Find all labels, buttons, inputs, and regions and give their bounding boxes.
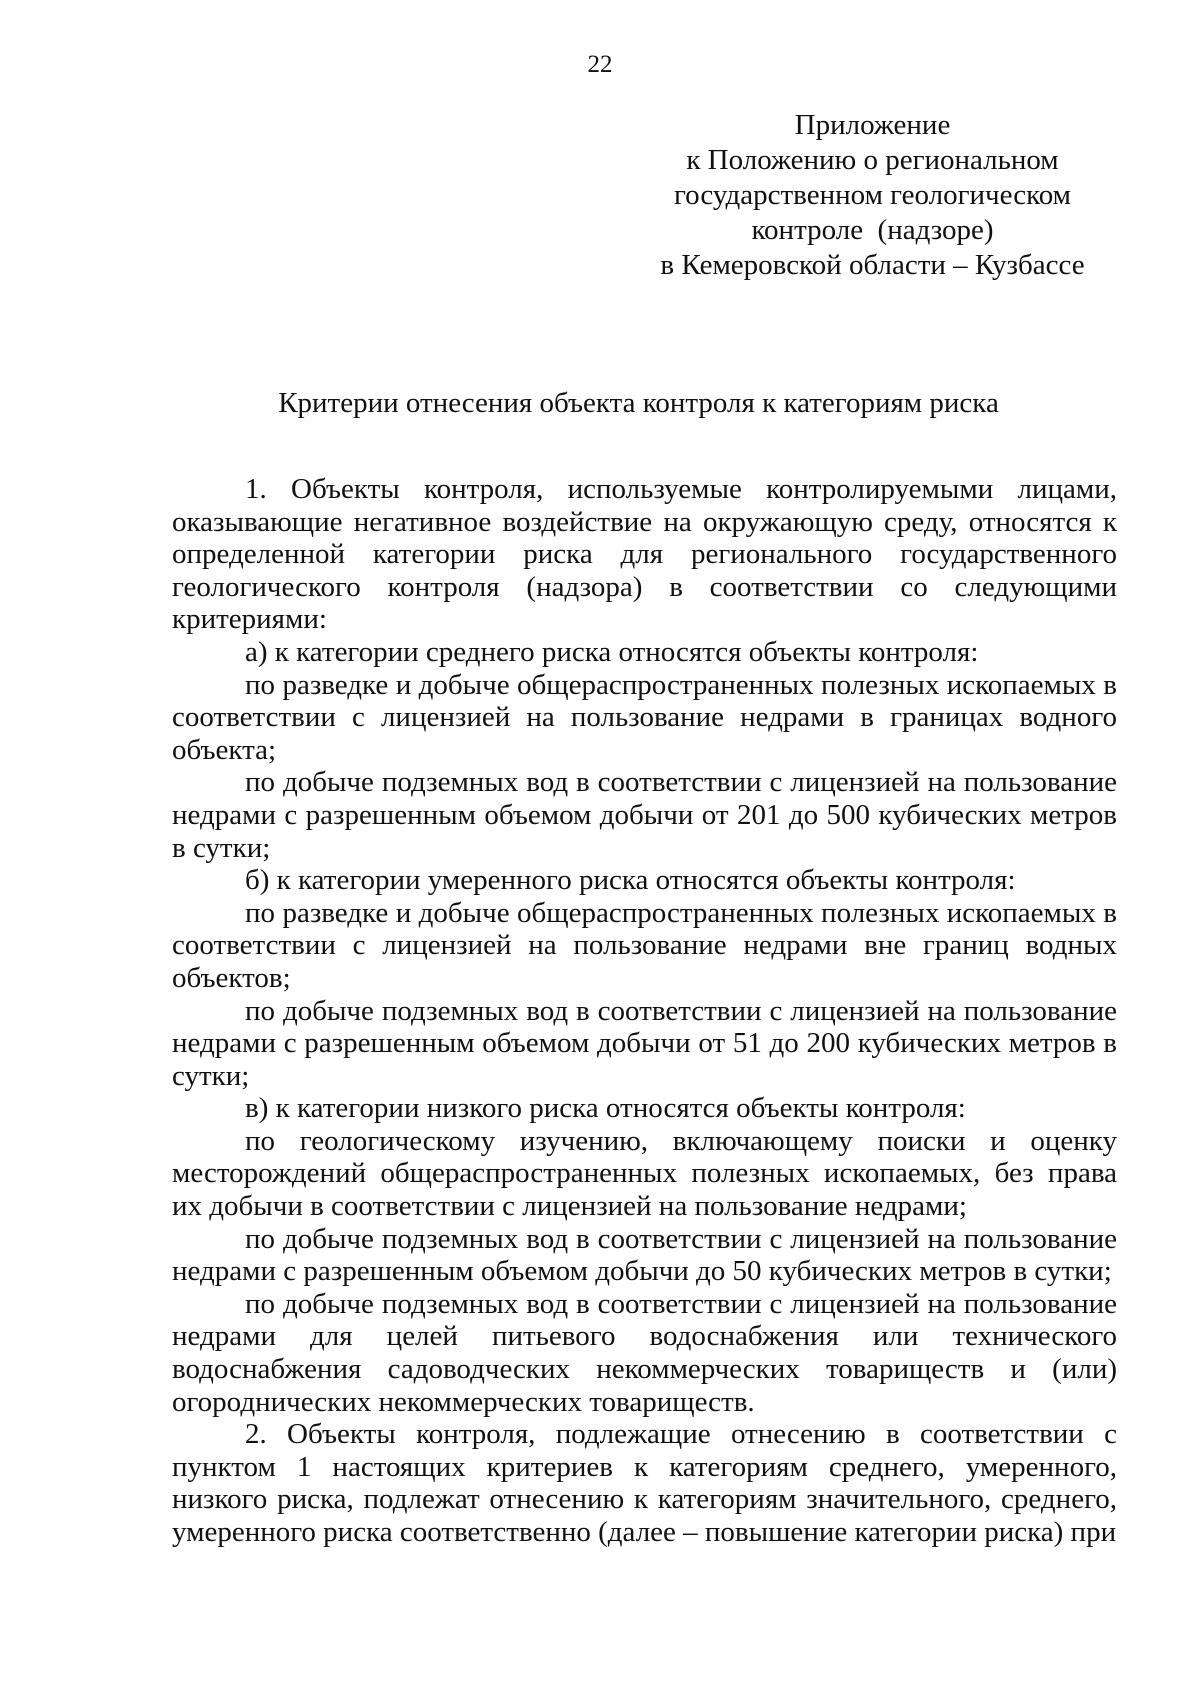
page-number: 22	[587, 51, 613, 78]
paragraph: 1. Объекты контроля, используемые контролируемыми лицами, оказывающие негативное воздействие на окружающую среду, относятся к определенной категории риска для регионального государственного геологического контроля (надзора) в соответствии со следующими критериями:	[172, 473, 1117, 636]
paragraph: по разведке и добыче общераспространенных полезных ископаемых в соответствии с лицензией на пользование недрами в границах водного объекта;	[172, 668, 1117, 766]
appendix-line: государственном геологическом	[673, 179, 1072, 211]
paragraph: по геологическому изучению, включающему поиски и оценку месторождений общераспространенных полезных ископаемых, без права их добычи в соответствии с лицензией на пользование недрами;	[172, 1124, 1117, 1223]
appendix-line: в Кемеровской области – Кузбассе	[660, 249, 1085, 281]
paragraph: по добыче подземных вод в соответствии с лицензией на пользование недрами с разрешенным объемом добычи до 50 кубических метров в сутки;	[172, 1222, 1117, 1288]
appendix-header	[640, 108, 1105, 283]
paragraph: по добыче подземных вод в соответствии с лицензией на пользование недрами для целей питьевого водоснабжения или технического водоснабжения садоводческих некоммерческих товариществ и (или) огороднических некоммерческих товариществ.	[172, 1287, 1117, 1418]
appendix-line: контроле (надзоре)	[751, 214, 994, 246]
paragraph: по добыче подземных вод в соответствии с лицензией на пользование недрами с разрешенным объемом добычи от 51 до 200 кубических метров в сутки;	[172, 994, 1117, 1092]
appendix-line: Приложение	[794, 109, 951, 141]
document-heading: Критерии отнесения объекта контроля к категориям риска	[278, 387, 999, 419]
paragraph: а) к категории среднего риска относятся объекты контроля:	[245, 635, 979, 668]
paragraph: в) к категории низкого риска относятся объекты контроля:	[245, 1092, 966, 1125]
document-body	[172, 473, 1117, 1549]
paragraph: по разведке и добыче общераспространенных полезных ископаемых в соответствии с лицензией на пользование недрами вне границ водных объектов;	[172, 896, 1117, 994]
paragraph: б) к категории умеренного риска относятся объекты контроля:	[245, 864, 1016, 897]
paragraph: по добыче подземных вод в соответствии с лицензией на пользование недрами с разрешенным объемом добычи от 201 до 500 кубических метров в сутки;	[172, 766, 1117, 864]
appendix-line: к Положению о региональном	[686, 144, 1059, 176]
paragraph: 2. Объекты контроля, подлежащие отнесению в соответствии с пунктом 1 настоящих критериев к категориям среднего, умеренного, низкого риска, подлежат отнесению к категориям значительного, среднего, умеренного риска соответственно (далее – повышение категории риска) при	[172, 1418, 1117, 1548]
